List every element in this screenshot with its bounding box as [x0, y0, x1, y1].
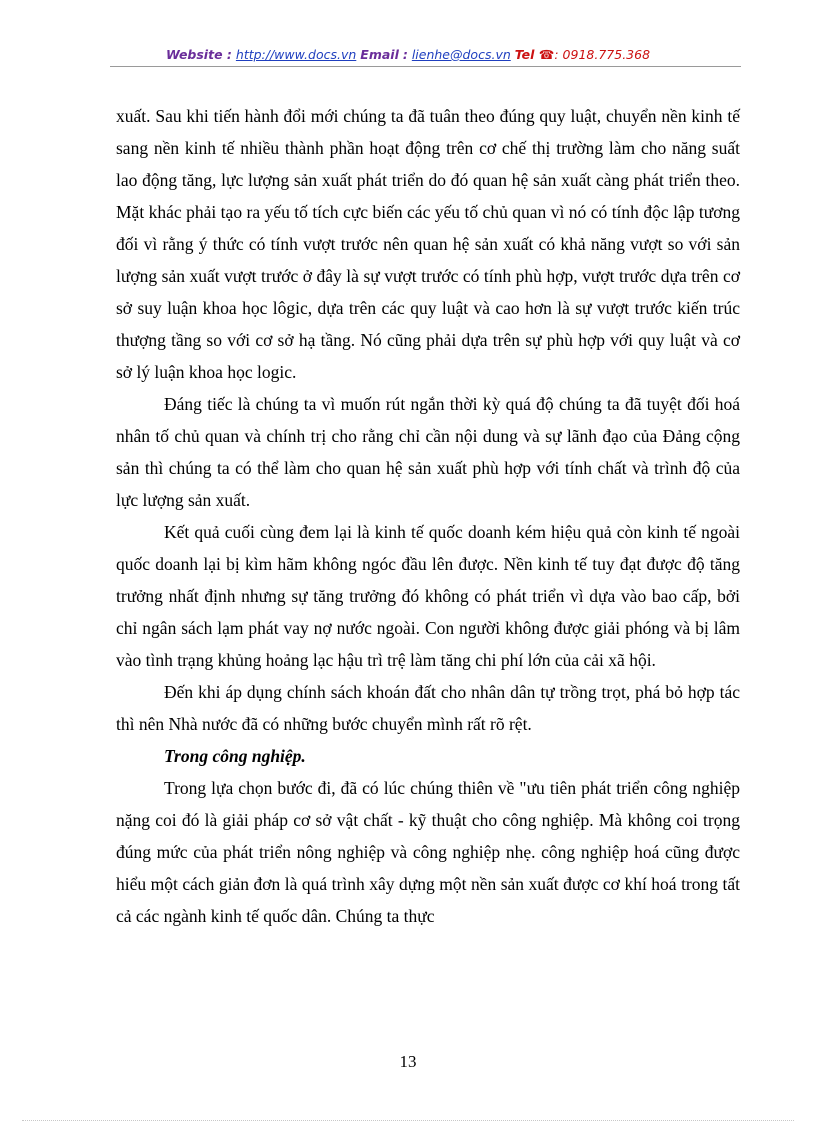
section-heading: Trong công nghiệp. — [164, 746, 306, 766]
email-separator: : — [402, 47, 408, 62]
footer-divider — [22, 1120, 794, 1121]
page-header — [0, 47, 816, 62]
paragraph-5: Trong lựa chọn bước đi, đã có lúc chúng thiên về "ưu tiên phát triển công nghiệp nặng coi đó là giải pháp cơ sở vật chất - kỹ thuật cho công nghiệp. Mà không coi trọng đúng mức của phát triển nông nghiệp và công nghiệp nhẹ. công nghiệp hoá cũng được hiểu một cách giản đơn là quá trình xây dựng một nền sản xuất được cơ khí hoá trong tất cả các ngành kinh tế quốc dân. Chúng ta thực — [116, 778, 740, 926]
email-link[interactable]: lienhe@docs.vn — [411, 47, 511, 62]
tel-number: : 0918.775.368 — [554, 47, 651, 62]
page-number: 13 — [399, 1052, 417, 1071]
tel-label: Tel ☎ — [514, 47, 555, 62]
document-body — [116, 100, 740, 932]
email-label: Email — [360, 47, 399, 62]
paragraph-3: Kết quả cuối cùng đem lại là kinh tế quốc doanh kém hiệu quả còn kinh tế ngoài quốc doanh lại bị kìm hãm không ngóc đầu lên được. Nền kinh tế tuy đạt được độ tăng trưởng nhất định nhưng sự tăng trưởng đó không có phát triển vì dựa vào bao cấp, bởi chỉ ngân sách lạm phát vay nợ nước ngoài. Con người không được giải phóng và bị lâm vào tình trạng khủng hoảng lạc hậu trì trệ làm tăng chi phí lớn của cải xã hội. — [116, 522, 740, 670]
paragraph-2: Đáng tiếc là chúng ta vì muốn rút ngắn thời kỳ quá độ chúng ta đã tuyệt đối hoá nhân tố chủ quan và chính trị cho rằng chỉ cần nội dung và sự lãnh đạo của Đảng cộng sản thì chúng ta có thể làm cho quan hệ sản xuất phù hợp với tính chất và trình độ của lực lượng sản xuất. — [116, 394, 740, 510]
website-label: Website : — [165, 47, 232, 62]
header-divider — [110, 66, 741, 67]
paragraph-4: Đến khi áp dụng chính sách khoán đất cho nhân dân tự trồng trọt, phá bỏ hợp tác thì nên Nhà nước đã có những bước chuyển mình rất rõ rệt. — [116, 682, 740, 734]
paragraph-1: xuất. Sau khi tiến hành đổi mới chúng ta đã tuân theo đúng quy luật, chuyển nền kinh tế sang nền kinh tế nhiều thành phần hoạt động trên cơ chế thị trường làm cho năng suất lao động tăng, lực lượng sản xuất phát triển do đó quan hệ sản xuất càng phát triển theo. Mặt khác phải tạo ra yếu tố tích cực biến các yếu tố chủ quan vì nó có tính độc lập tương đối vì rằng ý thức có tính vượt trước nên quan hệ sản xuất có khả năng vượt so với sản lượng sản xuất vượt trước ở đây là sự vượt trước có tính phù hợp, vượt trước dựa trên cơ sở suy luận khoa học lôgic, dựa trên các quy luật và cao hơn là sự vượt trước kiến trúc thượng tầng so với cơ sở hạ tầng. Nó cũng phải dựa trên sự phù hợp với quy luật và cơ sở lý luận khoa học logic. — [116, 106, 740, 382]
website-link[interactable]: http://www.docs.vn — [235, 47, 357, 62]
